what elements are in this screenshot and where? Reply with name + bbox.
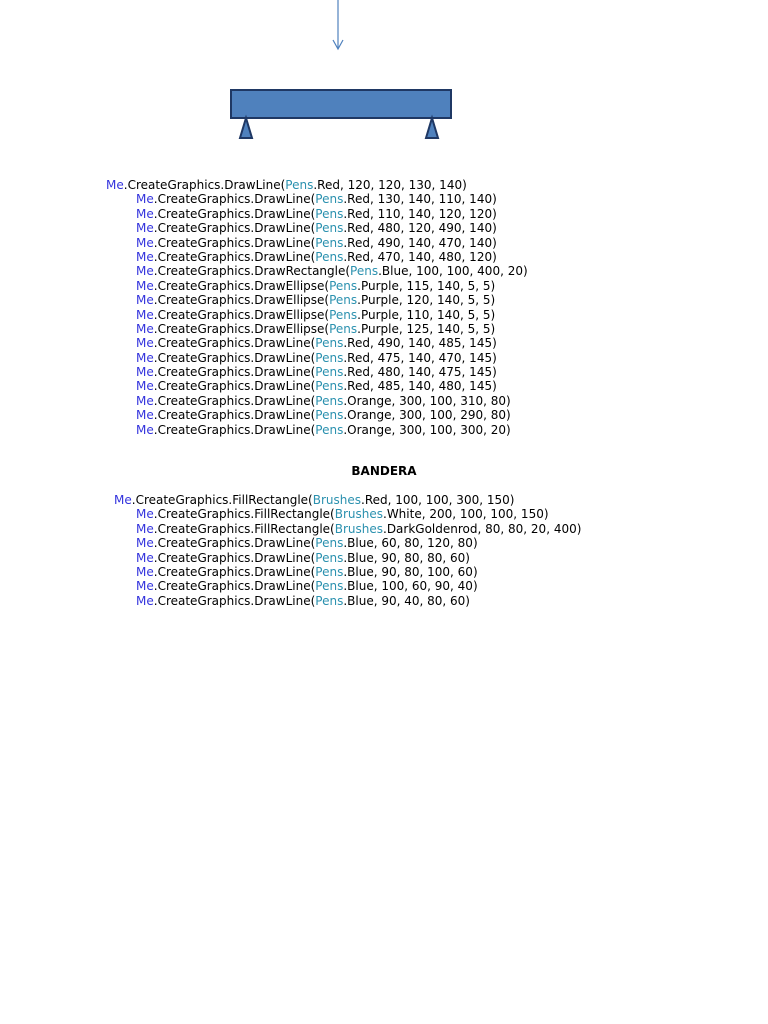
code-method: .CreateGraphics.DrawLine( bbox=[153, 365, 316, 380]
code-line bbox=[106, 394, 528, 408]
code-keyword-me: Me bbox=[136, 321, 154, 336]
code-type-name: Pens bbox=[315, 249, 344, 264]
code-arguments: .Red, 120, 120, 130, 140) bbox=[313, 178, 467, 192]
code-method: .CreateGraphics.DrawLine( bbox=[153, 579, 316, 594]
code-line bbox=[106, 336, 528, 350]
code-keyword-me: Me bbox=[136, 307, 154, 322]
code-method: .CreateGraphics.DrawLine( bbox=[153, 249, 316, 264]
code-line bbox=[114, 551, 581, 565]
code-keyword-me: Me bbox=[136, 550, 154, 565]
beam-rectangle bbox=[231, 90, 451, 118]
code-arguments: .DarkGoldenrod, 80, 80, 20, 400) bbox=[383, 521, 582, 536]
code-method: .CreateGraphics.DrawLine( bbox=[153, 192, 316, 207]
code-method: .CreateGraphics.DrawLine( bbox=[153, 393, 316, 408]
code-arguments: .Red, 130, 140, 110, 140) bbox=[343, 192, 497, 207]
code-method: .CreateGraphics.DrawLine( bbox=[153, 336, 316, 351]
code-type-name: Pens bbox=[285, 178, 314, 192]
code-type-name: Pens bbox=[329, 307, 358, 322]
code-arguments: .Blue, 60, 80, 120, 80) bbox=[343, 536, 478, 551]
code-type-name: Pens bbox=[315, 350, 344, 365]
code-type-name: Pens bbox=[315, 365, 344, 380]
code-type-name: Pens bbox=[315, 536, 344, 551]
code-method: .CreateGraphics.DrawEllipse( bbox=[153, 321, 330, 336]
code-type-name: Pens bbox=[329, 278, 358, 293]
code-arguments: .Blue, 100, 100, 400, 20) bbox=[378, 264, 528, 279]
code-line bbox=[106, 351, 528, 365]
code-keyword-me: Me bbox=[136, 221, 154, 236]
code-method: .CreateGraphics.DrawRectangle( bbox=[153, 264, 351, 279]
code-method: .CreateGraphics.DrawLine( bbox=[153, 350, 316, 365]
code-method: .CreateGraphics.DrawLine( bbox=[153, 408, 316, 423]
code-method: .CreateGraphics.DrawLine( bbox=[153, 536, 316, 551]
code-method: .CreateGraphics.DrawEllipse( bbox=[153, 278, 330, 293]
code-type-name: Pens bbox=[315, 550, 344, 565]
code-arguments: .Red, 490, 140, 485, 145) bbox=[343, 336, 497, 351]
code-arguments: .Blue, 100, 60, 90, 40) bbox=[343, 579, 478, 594]
code-line bbox=[106, 221, 528, 235]
code-keyword-me: Me bbox=[136, 521, 154, 536]
code-method: .CreateGraphics.DrawLine( bbox=[153, 564, 316, 579]
code-method: .CreateGraphics.DrawLine( bbox=[153, 379, 316, 394]
code-arguments: .Purple, 110, 140, 5, 5) bbox=[357, 307, 496, 322]
code-type-name: Pens bbox=[315, 379, 344, 394]
code-keyword-me: Me bbox=[136, 365, 154, 380]
code-method: .CreateGraphics.DrawLine( bbox=[153, 206, 316, 221]
code-method: .CreateGraphics.DrawLine( bbox=[153, 593, 316, 608]
code-line bbox=[106, 264, 528, 278]
code-keyword-me: Me bbox=[136, 192, 154, 207]
code-type-name: Pens bbox=[315, 408, 344, 423]
section-heading-bandera: BANDERA bbox=[351, 464, 417, 478]
code-keyword-me: Me bbox=[136, 264, 154, 279]
right-support-triangle bbox=[426, 118, 438, 138]
code-type-name: Pens bbox=[350, 264, 379, 279]
code-line bbox=[114, 507, 581, 521]
code-line bbox=[106, 379, 528, 393]
code-type-name: Pens bbox=[315, 235, 344, 250]
code-arguments: .Purple, 125, 140, 5, 5) bbox=[357, 321, 496, 336]
code-arguments: .Orange, 300, 100, 300, 20) bbox=[343, 422, 511, 437]
code-type-name: Pens bbox=[315, 192, 344, 207]
code-keyword-me: Me bbox=[136, 536, 154, 551]
code-keyword-me: Me bbox=[136, 350, 154, 365]
code-line bbox=[106, 365, 528, 379]
code-keyword-me: Me bbox=[136, 408, 154, 423]
code-line bbox=[106, 192, 528, 206]
left-support-triangle bbox=[240, 118, 252, 138]
code-keyword-me: Me bbox=[106, 178, 124, 192]
code-arguments: .Red, 475, 140, 470, 145) bbox=[343, 350, 497, 365]
code-arguments: .Purple, 115, 140, 5, 5) bbox=[357, 278, 496, 293]
code-type-name: Brushes bbox=[334, 507, 383, 522]
code-type-name: Pens bbox=[315, 206, 344, 221]
code-line bbox=[106, 250, 528, 264]
code-type-name: Pens bbox=[315, 221, 344, 236]
code-type-name: Pens bbox=[329, 321, 358, 336]
code-line bbox=[106, 293, 528, 307]
code-line bbox=[106, 207, 528, 221]
code-keyword-me: Me bbox=[136, 593, 154, 608]
code-keyword-me: Me bbox=[136, 393, 154, 408]
code-arguments: .Orange, 300, 100, 290, 80) bbox=[343, 408, 511, 423]
code-method: .CreateGraphics.DrawLine( bbox=[153, 221, 316, 236]
code-line bbox=[106, 236, 528, 250]
code-arguments: .Blue, 90, 40, 80, 60) bbox=[343, 593, 470, 608]
code-keyword-me: Me bbox=[136, 336, 154, 351]
code-arguments: .White, 200, 100, 100, 150) bbox=[383, 507, 549, 522]
code-type-name: Pens bbox=[315, 564, 344, 579]
flag-code-block bbox=[114, 493, 581, 608]
code-method: .CreateGraphics.DrawLine( bbox=[153, 422, 316, 437]
drawing-code-block bbox=[106, 178, 528, 437]
code-arguments: .Red, 470, 140, 480, 120) bbox=[343, 249, 497, 264]
code-type-name: Pens bbox=[315, 579, 344, 594]
code-line bbox=[114, 594, 581, 608]
code-arguments: .Red, 485, 140, 480, 145) bbox=[343, 379, 497, 394]
code-arguments: .Orange, 300, 100, 310, 80) bbox=[343, 393, 511, 408]
code-line bbox=[114, 565, 581, 579]
code-method: .CreateGraphics.DrawLine( bbox=[153, 235, 316, 250]
code-line bbox=[114, 493, 581, 507]
code-arguments: .Blue, 90, 80, 100, 60) bbox=[343, 564, 478, 579]
code-keyword-me: Me bbox=[136, 379, 154, 394]
code-method: .CreateGraphics.FillRectangle( bbox=[153, 507, 335, 522]
code-arguments: .Blue, 90, 80, 80, 60) bbox=[343, 550, 470, 565]
code-keyword-me: Me bbox=[136, 235, 154, 250]
code-line bbox=[106, 178, 528, 192]
code-line bbox=[106, 308, 528, 322]
code-keyword-me: Me bbox=[136, 564, 154, 579]
code-arguments: .Red, 110, 140, 120, 120) bbox=[343, 206, 497, 221]
code-keyword-me: Me bbox=[136, 579, 154, 594]
code-type-name: Pens bbox=[315, 336, 344, 351]
beam-diagram bbox=[0, 0, 768, 150]
code-keyword-me: Me bbox=[136, 507, 154, 522]
code-method: .CreateGraphics.FillRectangle( bbox=[153, 521, 335, 536]
code-method: .CreateGraphics.FillRectangle( bbox=[131, 493, 313, 507]
code-arguments: .Red, 490, 140, 470, 140) bbox=[343, 235, 497, 250]
code-line bbox=[106, 423, 528, 437]
code-type-name: Pens bbox=[315, 422, 344, 437]
code-method: .CreateGraphics.DrawLine( bbox=[123, 178, 286, 192]
code-arguments: .Purple, 120, 140, 5, 5) bbox=[357, 293, 496, 308]
code-keyword-me: Me bbox=[136, 278, 154, 293]
code-keyword-me: Me bbox=[136, 249, 154, 264]
code-line bbox=[106, 408, 528, 422]
code-arguments: .Red, 480, 120, 490, 140) bbox=[343, 221, 497, 236]
code-method: .CreateGraphics.DrawEllipse( bbox=[153, 293, 330, 308]
code-method: .CreateGraphics.DrawLine( bbox=[153, 550, 316, 565]
code-line bbox=[106, 322, 528, 336]
code-arguments: .Red, 480, 140, 475, 145) bbox=[343, 365, 497, 380]
code-line bbox=[114, 579, 581, 593]
code-type-name: Pens bbox=[315, 393, 344, 408]
code-keyword-me: Me bbox=[136, 293, 154, 308]
code-type-name: Brushes bbox=[312, 493, 361, 507]
code-type-name: Pens bbox=[315, 593, 344, 608]
code-line bbox=[114, 536, 581, 550]
code-keyword-me: Me bbox=[136, 422, 154, 437]
code-keyword-me: Me bbox=[114, 493, 132, 507]
code-method: .CreateGraphics.DrawEllipse( bbox=[153, 307, 330, 322]
code-line bbox=[114, 522, 581, 536]
code-keyword-me: Me bbox=[136, 206, 154, 221]
code-type-name: Pens bbox=[329, 293, 358, 308]
code-type-name: Brushes bbox=[334, 521, 383, 536]
code-line bbox=[106, 279, 528, 293]
code-arguments: .Red, 100, 100, 300, 150) bbox=[361, 493, 515, 507]
